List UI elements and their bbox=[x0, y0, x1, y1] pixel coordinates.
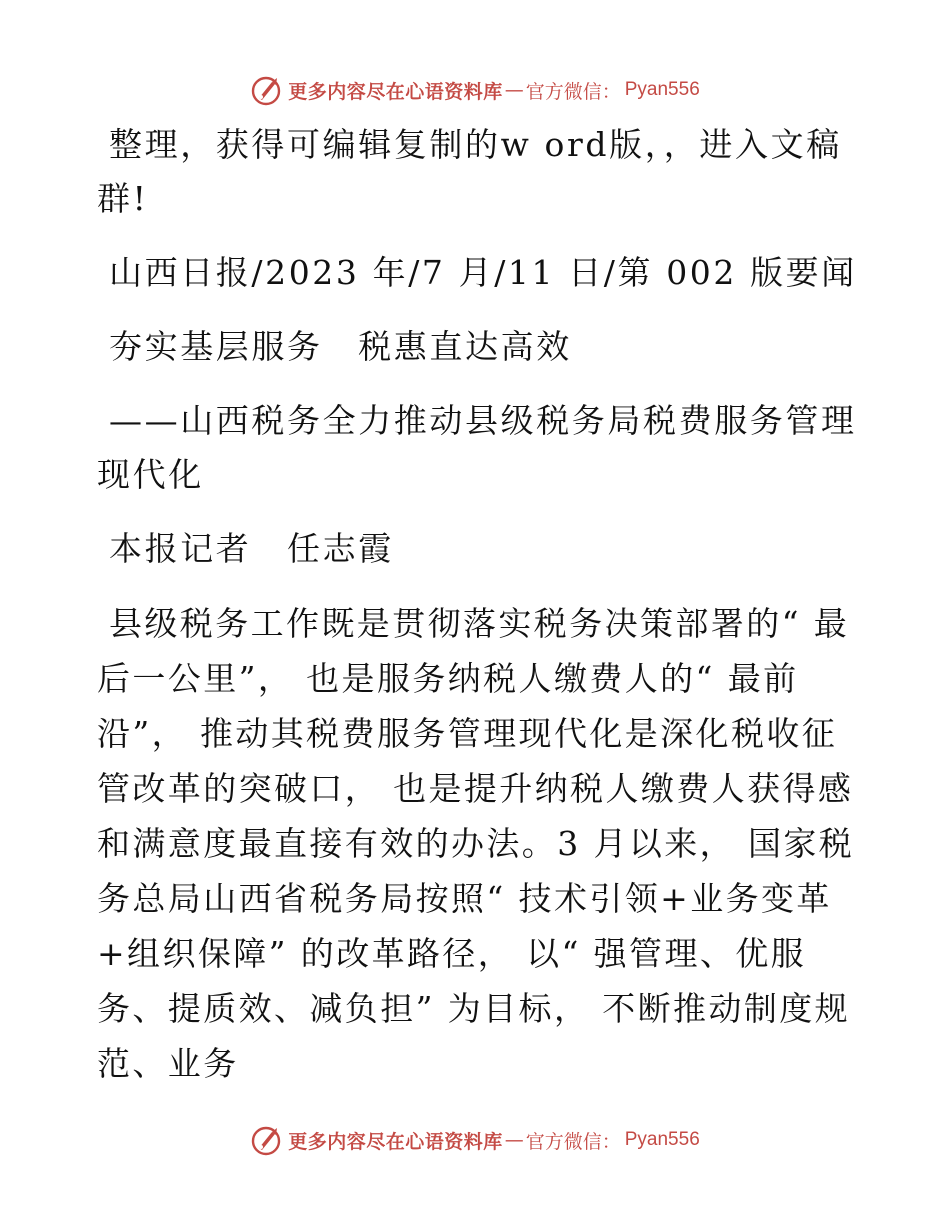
watermark-label: 官方微信： bbox=[525, 1130, 621, 1153]
watermark-header bbox=[0, 70, 950, 110]
source-line: 山西日报/2023 年/7 月/11 日/第 002 版要闻 bbox=[109, 253, 857, 292]
document-body bbox=[97, 118, 857, 1111]
article-subtitle: ——山西税务全力推动县级税务局税费服务管理现代化 bbox=[97, 401, 857, 494]
watermark-text: 更多内容尽在心语资料库 bbox=[288, 80, 503, 103]
quill-pen-logo-icon bbox=[250, 74, 282, 106]
intro-paragraph: 整理，获得可编辑复制的w ord版，，进入文稿群! bbox=[97, 125, 842, 218]
watermark-id: Pyan556 bbox=[624, 79, 700, 100]
quill-pen-logo-icon bbox=[250, 1124, 282, 1156]
watermark-text: 更多内容尽在心语资料库 bbox=[288, 1130, 503, 1153]
byline: 本报记者 任志霞 bbox=[109, 529, 394, 568]
watermark-label: 官方微信： bbox=[525, 80, 621, 103]
body-paragraph: 县级税务工作既是贯彻落实税务决策部署的“ 最后一公里”， 也是服务纳税人缴费人的“ 最前沿”， 推动其税费服务管理现代化是深化税收征管改革的突破口， 也是提升纳税人缴费人获得感和满意度最直接有效的办法。3 月以来， 国家税务总局山西省税务局按照“ 技术引领+业务变革+组织保障” 的改革路径， 以“ 强管理、优服务、提质效、减负担” 为目标， 不断推动制度规范、业务 bbox=[97, 604, 855, 1083]
watermark-dash: — bbox=[504, 1129, 524, 1151]
watermark-id: Pyan556 bbox=[624, 1129, 700, 1150]
watermark-dash: — bbox=[504, 79, 524, 101]
watermark-footer bbox=[0, 1120, 950, 1160]
article-title: 夯实基层服务 税惠直达高效 bbox=[109, 327, 572, 366]
